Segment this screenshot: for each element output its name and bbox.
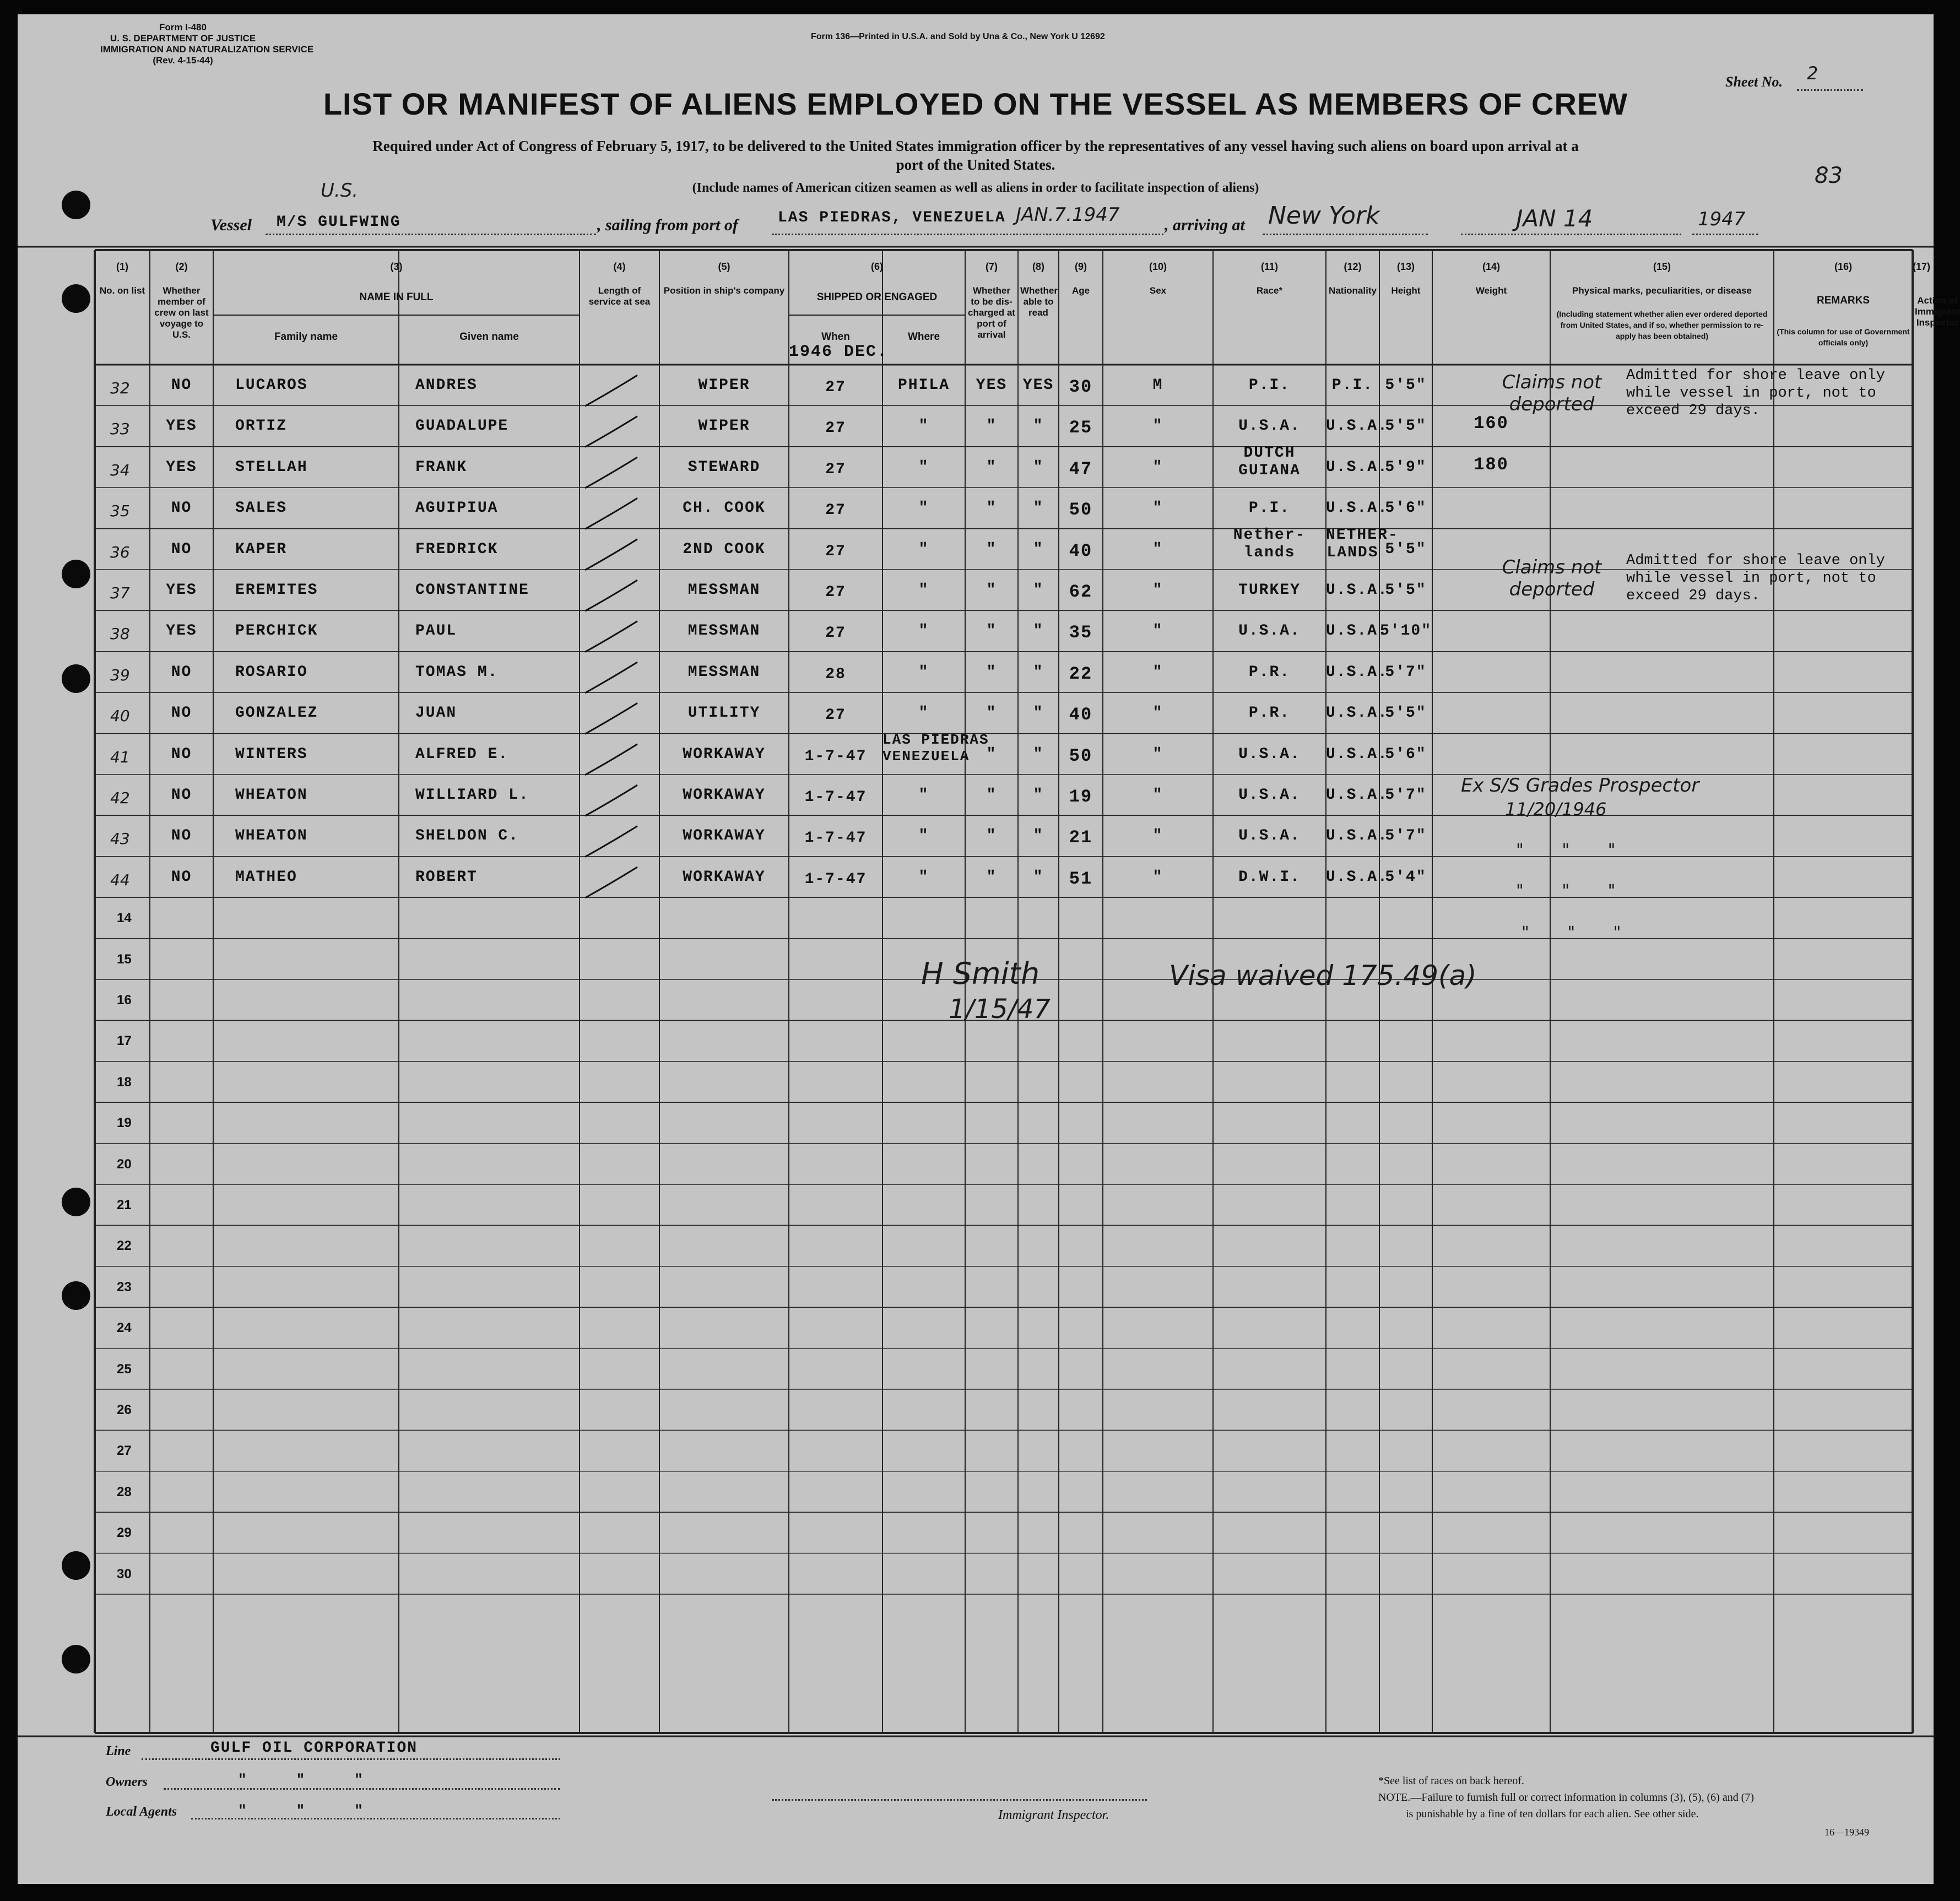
sex-value: " xyxy=(1152,500,1163,517)
engaged-year: 1946 DEC. xyxy=(789,343,889,361)
inspector-signature: H Smith xyxy=(921,956,1040,991)
penalty-note-2: is punishable by a fine of ten dollars for each alien. See other side. xyxy=(1406,1808,1699,1820)
crew-last-voyage: NO xyxy=(171,868,192,886)
age-value: 47 xyxy=(1069,458,1093,479)
nationality-value: NETHER- xyxy=(1326,526,1399,544)
height-value: 5'7" xyxy=(1385,787,1427,804)
sailing-date: JAN.7.1947 xyxy=(1016,204,1120,226)
nationality-value: U.S.A. xyxy=(1326,705,1388,722)
discharged-flag: " xyxy=(986,500,997,517)
row-number: 28 xyxy=(117,1484,132,1499)
subtitle-line-3: (Include names of American citizen seamen as well as aliens in order to facilitate inspection of aliens) xyxy=(692,181,1259,195)
column-number: (6) xyxy=(871,261,883,272)
given-name: GUADALUPE xyxy=(415,418,509,435)
line-value: GULF OIL CORPORATION xyxy=(210,1740,418,1757)
ship-position: STEWARD xyxy=(687,458,761,476)
column-number: (9) xyxy=(1075,261,1087,272)
nationality-value: U.S.A. xyxy=(1326,622,1388,640)
column-number: (1) xyxy=(116,261,128,272)
when-header: When xyxy=(821,331,850,343)
sex-value: " xyxy=(1152,458,1163,476)
crew-last-voyage: NO xyxy=(171,500,192,517)
race-value: P.R. xyxy=(1248,705,1291,722)
age-value: 50 xyxy=(1069,745,1093,766)
crew-last-voyage: NO xyxy=(171,377,192,394)
engaged-where: " xyxy=(918,500,929,517)
sex-value: " xyxy=(1152,868,1163,886)
nationality-value: U.S.A. xyxy=(1326,745,1388,763)
sex-value: " xyxy=(1152,582,1163,599)
sex-value: " xyxy=(1152,540,1163,558)
given-name: ALFRED E. xyxy=(415,745,509,763)
height-value: 5'5" xyxy=(1385,540,1427,558)
ship-position: CH. COOK xyxy=(683,500,766,517)
race-value: U.S.A. xyxy=(1238,787,1301,804)
row-number: 14 xyxy=(117,911,132,926)
able-to-read: " xyxy=(1033,622,1044,640)
engaged-where: " xyxy=(918,418,929,435)
column-header: Length of service at sea xyxy=(588,285,651,307)
row-number: 21 xyxy=(117,1198,132,1212)
column-header: REMARKS xyxy=(1816,295,1870,306)
sailing-port: LAS PIEDRAS, VENEZUELA xyxy=(778,209,1006,226)
engaged-when: 1-7-47 xyxy=(804,870,867,888)
family-name-header: Family name xyxy=(274,331,338,343)
nationality-value: U.S.A. xyxy=(1326,787,1388,804)
column-number: (10) xyxy=(1149,261,1167,272)
row-number: 20 xyxy=(117,1156,132,1172)
signature-date: 1/15/47 xyxy=(949,994,1051,1025)
row-number: 17 xyxy=(117,1033,132,1049)
crew-last-voyage: YES xyxy=(166,622,197,640)
age-value: 35 xyxy=(1069,622,1093,643)
manifest-sheet: Form I-480 U. S. DEPARTMENT OF JUSTICE IMMIGRATION AND NATURALIZATION SERVICE (Rev. 4-15-44) Form 136—Printed in U.S.A. and Sold by Una & Co., New York U 12692 Sheet No. 2 83 LIST OR MANIFEST OF ALIENS EMPLOYED ON THE VESSEL AS MEMBERS OF CREW Required under Act of Congress of February 5, 1917, to be delivered to the United States immigration officer by the representatives of any vessel having such aliens on board upon arrival at a port of the United States. (Include names of American citizen seamen as well as aliens in order to facilitate inspection of aliens) Vessel U.S. M/S GULFWING , sailing from port of LAS PIEDRAS, VENEZUELA JAN.7.1947 , arriving at New York JAN 14 1947 (1) No. on list (2) Whether member of crew on last voyage to U.S. (3) NAME IN FULL (4) Length of service at sea (5) Position in ship's company (6) SHIPPED OR ENGAGED (7) Whether to be dis-charged at port of arrival (8) Whether able to read (9) Age (10) Sex (11) Race* (12) Nationality (13) Height (14) Weight (15) Physical marks, peculiarities, or disease (16) REMARKS (17) Action of Immigrant Inspector Family name Given name When Where (Including statement whether alien ever ordered deported from United States, and if so, whether permission to re-apply has been obtained) (This column for use of Government officials only) 32 NO LUCAROS ANDRES WIPER 1946 DEC. 27 PHILA YES YES 30 M P.I. P.I. 5'5" 33 YES ORTIZ GUADALUPE WIPER 27 " " " 25 " U.S.A. U.S.A. 5'5" 160 34 YES STELLAH FRANK STEWARD 27 " " " 47 " DUTCH GUIANA U.S.A. 5'9" 180 35 NO SALES AGUIPIUA CH. COOK 27 " " " 50 " P.I. U.S.A. 5'6" 36 NO KAPER FREDRICK 2ND COOK 27 " " " 40 " Nether- lands NETHER- LANDS 5'5" 37 YES EREMITES CONSTANTINE MESSMAN 27 " " " 62 " TURKEY U.S.A. 5'5" 38 YES PERCHICK PAUL MESSMAN 27 " " " 35 " U.S.A. U.S.A. 5'10" 39 NO ROSARIO TOMAS M. MESSMAN 28 " " " 22 " P.R. U.S.A. 5'7" 40 NO GONZALEZ JUAN UTILITY 27 " " " 40 " P.R. U.S.A. 5'5" 41 NO WINTERS ALFRED E. WORKAWAY 1-7-47 LAS PIEDRAS VENEZUELA " " 50 " U.S.A. U.S.A. 5'6" 42 NO WHEATON WILLIARD L. WORKAWAY 1-7-47 " " " 19 " U.S.A. U.S.A. 5'7" 43 NO WHEATON SHELDON C. WORKAWAY 1-7-47 " " " 21 " U.S.A. U.S.A. 5'7" 44 NO MATHEO ROBERT WORKAWAY 1-7-47 " " " 51 " D.W.I. U.S.A. 5'4" 14 15 16 17 18 19 20 21 22 23 24 25 26 27 28 29 30 Claims not deported Admitted for shore leave only while vessel in port, not to exceed 29 days. Claims not deported Admitted for shore leave only while vessel in port, not to exceed 29 days. Ex S/S Grades Prospector 11/20/1946 " " " " " " " " " H Smith 1/15/47 Visa waived 175.49(a) Line GULF OIL CORPORATION Owners " " " Local Agents " " " Immigrant Inspector. *See list of races on back hereof. NOTE.—Failure to furnish full or correct information in columns (3), (5), (6) and (7) is punishable by a fine of ten dollars for each alien. See other side. 16—19349 xyxy=(18,14,1934,1884)
shore-leave-remark-2: Admitted for shore leave only while vessel in port, not to exceed 29 days. xyxy=(1626,553,1885,604)
race-value: U.S.A. xyxy=(1238,827,1301,845)
engaged-when: 27 xyxy=(825,461,846,478)
sex-value: " xyxy=(1152,745,1163,763)
engaged-when: 27 xyxy=(825,584,846,601)
ship-position: MESSMAN xyxy=(687,582,761,599)
able-to-read: " xyxy=(1033,663,1044,681)
age-value: 50 xyxy=(1069,500,1093,521)
engaged-when: 28 xyxy=(825,665,846,683)
able-to-read: YES xyxy=(1022,377,1054,394)
family-name: WHEATON xyxy=(235,827,308,845)
row-number: 33 xyxy=(110,420,130,438)
row-number: 38 xyxy=(110,625,130,643)
sex-value: " xyxy=(1152,787,1163,804)
row-number: 42 xyxy=(110,789,130,807)
sex-value: " xyxy=(1152,705,1163,722)
row-number: 16 xyxy=(117,993,132,1008)
nationality-value: U.S.A. xyxy=(1326,500,1388,517)
printer-line: Form 136—Printed in U.S.A. and Sold by Una & Co., New York U 12692 xyxy=(811,32,1105,41)
column-header: Nationality xyxy=(1329,285,1377,296)
weight-value: 160 xyxy=(1474,413,1509,434)
given-name: FRANK xyxy=(415,458,468,476)
engaged-where: " xyxy=(918,705,929,722)
age-value: 22 xyxy=(1069,663,1093,684)
column-header: NAME IN FULL xyxy=(359,291,434,303)
column-number: (5) xyxy=(718,261,730,272)
engaged-where-2: VENEZUELA xyxy=(882,748,970,765)
engaged-when: 27 xyxy=(825,625,846,642)
row-number: 18 xyxy=(117,1074,132,1090)
able-to-read: " xyxy=(1033,458,1044,476)
sex-value: M xyxy=(1152,377,1163,394)
ship-position: WIPER xyxy=(698,418,750,435)
column-number: (3) xyxy=(390,261,403,272)
given-name: ANDRES xyxy=(415,377,478,394)
engaged-when: 27 xyxy=(825,502,846,519)
able-to-read: " xyxy=(1033,540,1044,558)
page-title: LIST OR MANIFEST OF ALIENS EMPLOYED ON THE VESSEL AS MEMBERS OF CREW xyxy=(323,86,1628,121)
nationality-value: P.I. xyxy=(1331,377,1374,394)
column-number: (4) xyxy=(613,261,626,272)
column-number: (11) xyxy=(1260,261,1279,272)
discharged-flag: " xyxy=(986,868,997,886)
row-number: 23 xyxy=(117,1279,132,1295)
race-value: P.I. xyxy=(1248,500,1291,517)
row-number: 19 xyxy=(117,1115,132,1131)
age-value: 19 xyxy=(1069,787,1093,807)
ship-position: MESSMAN xyxy=(687,663,761,681)
agents-ditto: " " " xyxy=(238,1802,364,1819)
engaged-where: " xyxy=(918,787,929,804)
subtitle-line-1: Required under Act of Congress of February 5, 1917, to be delivered to the United States immigration officer by the representatives of any vessel having such aliens on board upon arrival at a xyxy=(372,138,1579,154)
remarks-note: (Including statement whether alien ever ordered deported from United States, and if so, whether permission to re-apply has been obtained) xyxy=(1556,310,1768,340)
nationality-value: U.S.A. xyxy=(1326,582,1388,599)
engaged-when: 1-7-47 xyxy=(804,830,867,847)
ditto-marks-2: " " " xyxy=(1516,881,1632,901)
where-header: Where xyxy=(907,331,940,343)
column-number: (14) xyxy=(1482,261,1500,272)
arrival-year: 1947 xyxy=(1698,208,1746,230)
age-value: 25 xyxy=(1069,418,1093,438)
given-name-header: Given name xyxy=(459,331,519,343)
claims-not-deported-2: Claims not deported xyxy=(1502,556,1602,600)
subtitle-line-2: port of the United States. xyxy=(896,156,1055,173)
immigrant-inspector-label: Immigrant Inspector. xyxy=(998,1808,1109,1822)
column-number: (7) xyxy=(986,261,998,272)
crew-last-voyage: NO xyxy=(171,787,192,804)
given-name: CONSTANTINE xyxy=(415,582,529,599)
able-to-read: " xyxy=(1033,418,1044,435)
family-name: PERCHICK xyxy=(235,622,318,640)
engaged-where: " xyxy=(918,868,929,886)
action-note: (This column for use of Government officials only) xyxy=(1777,327,1910,347)
form-department: U. S. DEPARTMENT OF JUSTICE xyxy=(110,33,256,44)
ship-position: WORKAWAY xyxy=(683,868,766,886)
family-name: EREMITES xyxy=(235,582,318,599)
nationality-value: U.S.A. xyxy=(1326,663,1388,681)
height-value: 5'7" xyxy=(1385,663,1427,681)
row-number: 44 xyxy=(110,870,130,889)
family-name: WINTERS xyxy=(235,745,308,763)
column-header: Height xyxy=(1391,285,1421,296)
family-name: MATHEO xyxy=(235,868,297,886)
engaged-where: LAS PIEDRAS xyxy=(882,731,989,748)
engaged-when: 1-7-47 xyxy=(804,748,867,765)
age-value: 51 xyxy=(1069,868,1093,889)
local-agents-label: Local Agents xyxy=(106,1805,177,1819)
prospector-note: Ex S/S Grades Prospector xyxy=(1461,775,1699,797)
form-number: Form I-480 xyxy=(159,22,207,33)
penalty-note: NOTE.—Failure to furnish full or correct information in columns (3), (5), (6) and (7) xyxy=(1378,1791,1755,1803)
engaged-when: 27 xyxy=(825,543,846,560)
form-code: 16—19349 xyxy=(1824,1827,1869,1838)
form-service: IMMIGRATION AND NATURALIZATION SERVICE xyxy=(100,44,314,55)
height-value: 5'5" xyxy=(1385,377,1427,394)
race-value: U.S.A. xyxy=(1238,418,1301,435)
owners-label: Owners xyxy=(106,1775,148,1789)
ship-position: 2ND COOK xyxy=(683,540,766,558)
column-number: (8) xyxy=(1032,261,1044,272)
age-value: 21 xyxy=(1069,827,1093,848)
sex-value: " xyxy=(1152,418,1163,435)
discharged-flag: " xyxy=(986,663,997,681)
given-name: FREDRICK xyxy=(415,540,499,558)
given-name: PAUL xyxy=(415,622,457,640)
able-to-read: " xyxy=(1033,582,1044,599)
form-revision: (Rev. 4-15-44) xyxy=(153,55,213,66)
column-header: Age xyxy=(1071,285,1090,296)
ship-position: WORKAWAY xyxy=(683,827,766,845)
height-value: 5'10" xyxy=(1379,622,1432,640)
nationality-value: U.S.A. xyxy=(1326,418,1388,435)
height-value: 5'5" xyxy=(1385,418,1427,435)
ship-position: UTILITY xyxy=(687,705,761,722)
race-value: P.I. xyxy=(1248,377,1291,394)
able-to-read: " xyxy=(1033,827,1044,845)
visa-waived-note: Visa waived 175.49(a) xyxy=(1169,960,1477,992)
family-name: GONZALEZ xyxy=(235,705,318,722)
crew-last-voyage: YES xyxy=(166,458,197,476)
race-value: DUTCH xyxy=(1243,444,1296,462)
row-number: 41 xyxy=(110,748,130,766)
nationality-value-2: LANDS xyxy=(1326,544,1379,561)
height-value: 5'6" xyxy=(1385,745,1427,763)
column-header: Sex xyxy=(1149,285,1167,296)
row-number: 25 xyxy=(117,1361,132,1377)
family-name: LUCAROS xyxy=(235,377,308,394)
height-value: 5'9" xyxy=(1385,458,1427,476)
engaged-where: " xyxy=(918,582,929,599)
column-number: (12) xyxy=(1344,261,1362,272)
family-name: STELLAH xyxy=(235,458,308,476)
crew-last-voyage: NO xyxy=(171,705,192,722)
ship-position: MESSMAN xyxy=(687,622,761,640)
discharged-flag: " xyxy=(986,745,997,763)
engaged-when: 27 xyxy=(825,707,846,724)
age-value: 40 xyxy=(1069,540,1093,561)
column-header: Whether member of crew on last voyage to U.S. xyxy=(154,285,209,340)
engaged-where: " xyxy=(918,622,929,640)
vessel-name: M/S GULFWING xyxy=(277,214,401,231)
line-label: Line xyxy=(106,1744,131,1758)
race-value: Nether- xyxy=(1233,526,1306,544)
column-header: Action of Immigrant Inspector xyxy=(1915,295,1960,328)
vessel-prefix: U.S. xyxy=(321,180,359,202)
engaged-where: PHILA xyxy=(897,377,950,394)
able-to-read: " xyxy=(1033,868,1044,886)
row-number: 37 xyxy=(110,584,130,602)
discharged-flag: " xyxy=(986,418,997,435)
crew-last-voyage: YES xyxy=(166,582,197,599)
row-number: 36 xyxy=(110,543,130,561)
discharged-flag: " xyxy=(986,705,997,722)
row-number: 27 xyxy=(117,1443,132,1459)
owners-ditto: " " " xyxy=(238,1772,364,1788)
discharged-flag: " xyxy=(986,827,997,845)
discharged-flag: " xyxy=(986,540,997,558)
age-value: 62 xyxy=(1069,582,1093,602)
ditto-marks-3: " " " xyxy=(1522,923,1638,943)
column-number: (15) xyxy=(1653,261,1671,272)
able-to-read: " xyxy=(1033,500,1044,517)
discharged-flag: " xyxy=(986,582,997,599)
column-header: Weight xyxy=(1475,285,1507,296)
height-value: 5'7" xyxy=(1385,827,1427,845)
race-value-2: GUIANA xyxy=(1238,462,1301,479)
given-name: ROBERT xyxy=(415,868,478,886)
family-name: ROSARIO xyxy=(235,663,308,681)
row-number: 40 xyxy=(110,707,130,725)
column-header: Whether to be dis-charged at port of arrival xyxy=(968,285,1015,340)
nationality-value: U.S.A. xyxy=(1326,868,1388,886)
crew-last-voyage: YES xyxy=(166,418,197,435)
claims-not-deported-1: Claims not deported xyxy=(1502,371,1602,415)
ship-position: WORKAWAY xyxy=(683,787,766,804)
row-number: 24 xyxy=(117,1320,132,1336)
sailing-label: , sailing from port of xyxy=(597,216,738,234)
race-value-2: lands xyxy=(1243,544,1296,561)
sheet-number: 2 xyxy=(1807,63,1818,84)
ship-position: WIPER xyxy=(698,377,750,394)
arriving-label: , arriving at xyxy=(1165,216,1245,234)
sheet-label: Sheet No. xyxy=(1725,74,1783,90)
row-number: 43 xyxy=(110,830,130,848)
engaged-when: 27 xyxy=(825,420,846,437)
family-name: KAPER xyxy=(235,540,288,558)
engaged-where: " xyxy=(918,827,929,845)
discharged-flag: " xyxy=(986,622,997,640)
engaged-where: " xyxy=(918,663,929,681)
column-header: Position in ship's company xyxy=(663,285,785,296)
age-value: 30 xyxy=(1069,377,1093,397)
given-name: WILLIARD L. xyxy=(415,787,529,804)
able-to-read: " xyxy=(1033,745,1044,763)
sex-value: " xyxy=(1152,663,1163,681)
row-number: 29 xyxy=(117,1525,132,1541)
height-value: 5'6" xyxy=(1385,500,1427,517)
row-number: 39 xyxy=(110,665,130,684)
column-number: (2) xyxy=(175,261,188,272)
row-number: 30 xyxy=(117,1566,132,1582)
row-number: 35 xyxy=(110,502,130,521)
nationality-value: U.S.A. xyxy=(1326,458,1388,476)
race-value: TURKEY xyxy=(1238,582,1301,599)
sex-value: " xyxy=(1152,827,1163,845)
races-note: *See list of races on back hereof. xyxy=(1378,1775,1524,1787)
given-name: JUAN xyxy=(415,705,457,722)
ditto-marks-1: " " " xyxy=(1516,841,1632,860)
crew-last-voyage: NO xyxy=(171,827,192,845)
column-header: No. on list xyxy=(99,285,145,296)
nationality-value: U.S.A. xyxy=(1326,827,1388,845)
given-name: TOMAS M. xyxy=(415,663,499,681)
engaged-where: " xyxy=(918,540,929,558)
arrival-port: New York xyxy=(1268,202,1380,230)
column-number: (13) xyxy=(1396,261,1415,272)
row-number: 15 xyxy=(117,951,132,967)
engaged-when: 27 xyxy=(825,379,846,396)
row-number: 32 xyxy=(110,379,130,397)
row-number: 22 xyxy=(117,1238,132,1254)
column-number: (16) xyxy=(1834,261,1852,272)
sex-value: " xyxy=(1152,622,1163,640)
race-value: D.W.I. xyxy=(1238,868,1301,886)
row-number: 34 xyxy=(110,461,130,479)
family-name: WHEATON xyxy=(235,787,308,804)
crew-last-voyage: NO xyxy=(171,663,192,681)
race-value: P.R. xyxy=(1248,663,1291,681)
race-value: U.S.A. xyxy=(1238,622,1301,640)
ship-position: WORKAWAY xyxy=(683,745,766,763)
crew-last-voyage: NO xyxy=(171,745,192,763)
family-name: ORTIZ xyxy=(235,418,288,435)
engaged-when: 1-7-47 xyxy=(804,789,867,806)
weight-value: 180 xyxy=(1474,454,1509,475)
given-name: AGUIPIUA xyxy=(415,500,499,517)
column-header: SHIPPED OR ENGAGED xyxy=(816,291,938,303)
discharged-flag: YES xyxy=(976,377,1008,394)
height-value: 5'5" xyxy=(1385,582,1427,599)
able-to-read: " xyxy=(1033,787,1044,804)
prospector-date: 11/20/1946 xyxy=(1505,799,1607,820)
column-header: Race* xyxy=(1256,285,1283,296)
column-header: Physical marks, peculiarities, or disease xyxy=(1572,285,1752,296)
column-header: Whether able to read xyxy=(1020,285,1058,318)
age-value: 40 xyxy=(1069,705,1093,725)
discharged-flag: " xyxy=(986,458,997,476)
height-value: 5'5" xyxy=(1385,705,1427,722)
arrival-date: JAN 14 xyxy=(1516,205,1593,232)
vessel-label: Vessel xyxy=(210,216,252,234)
height-value: 5'4" xyxy=(1385,868,1427,886)
race-value: U.S.A. xyxy=(1238,745,1301,763)
row-number: 26 xyxy=(117,1402,132,1417)
page-mark: 83 xyxy=(1815,163,1843,188)
crew-last-voyage: NO xyxy=(171,540,192,558)
discharged-flag: " xyxy=(986,787,997,804)
given-name: SHELDON C. xyxy=(415,827,519,845)
shore-leave-remark-1: Admitted for shore leave only while vessel in port, not to exceed 29 days. xyxy=(1626,367,1885,419)
able-to-read: " xyxy=(1033,705,1044,722)
engaged-where: " xyxy=(918,458,929,476)
family-name: SALES xyxy=(235,500,288,517)
